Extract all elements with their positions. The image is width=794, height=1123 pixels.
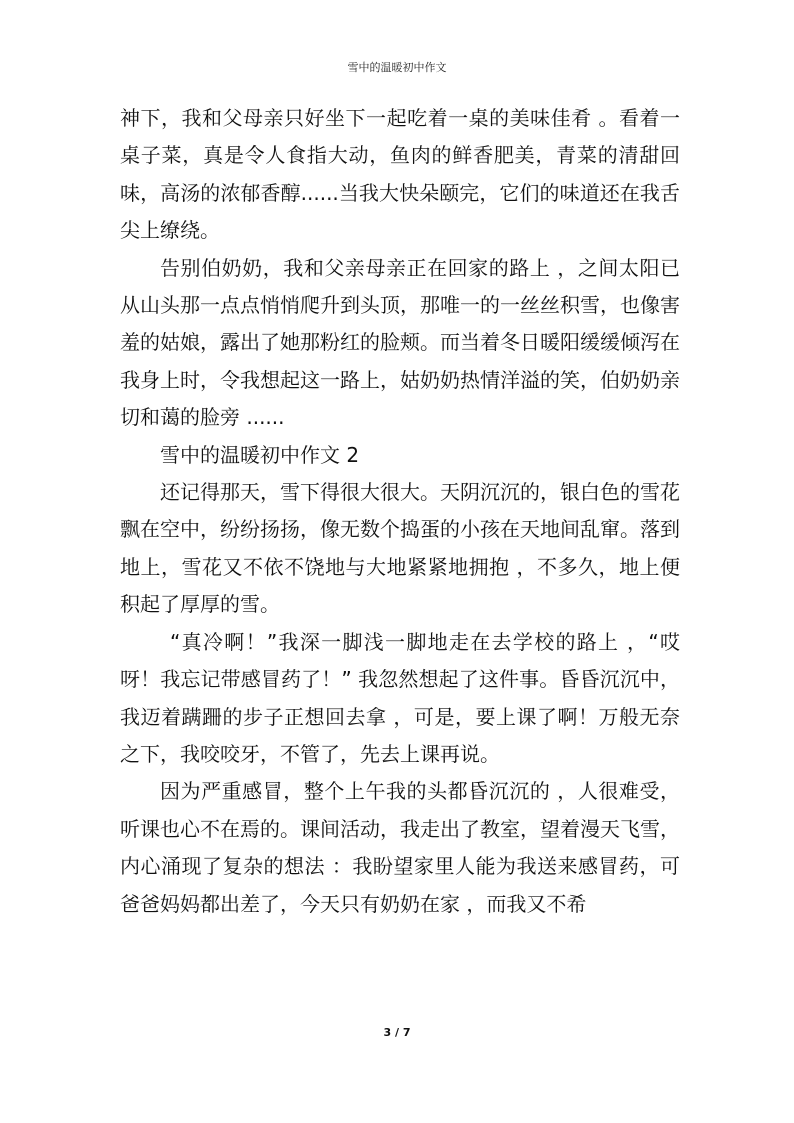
paragraph-continuation: 神下，我和父母亲只好坐下一起吃着一桌的美味佳肴 。看着一桌子菜，真是令人食指大动，鱼肉的鲜香肥美，青菜的清甜回味，高汤的浓郁香醇......当我大快朵颐完，它们的味道还在我舌尖上缭绕。 — [120, 106, 680, 243]
page-number: 3 / 7 — [383, 1026, 411, 1039]
paragraph-snow-day: 还记得那天，雪下得很大很大。天阴沉沉的，银白色的雪花飘在空中，纷纷扬扬，像无数个捣蛋的小孩在天地间乱窜。落到地上，雪花又不依不饶地与大地紧紧地拥抱 ，不多久，地上便积起了厚厚的雪。 — [120, 480, 680, 617]
paragraph-farewell: 告别伯奶奶，我和父亲母亲正在回家的路上 ，之间太阳已从山头那一点点悄悄爬升到头顶，那唯一的一丝丝积雪，也像害羞的姑娘，露出了她那粉红的脸颊。而当着冬日暖阳缓缓倾泻在我身上时，令我想起这一路上，姑奶奶热情洋溢的笑，伯奶奶亲切和蔼的脸旁 ...... — [120, 255, 680, 430]
document-body — [120, 100, 680, 923]
paragraph-cold-morning: 因为严重感冒，整个上午我的头都昏沉沉的 ，人很难受，听课也心不在焉的。课间活动，我走出了教室，望着漫天飞雪，内心涌现了复杂的想法 ：我盼望家里人能为我送来感冒药，可爸爸妈妈都出差了，今天只有奶奶在家 ，而我又不希 — [120, 779, 680, 916]
page-header: 雪中的温暖初中作文 — [347, 61, 447, 74]
paragraph-forgot-medicine: “真冷啊！”我深一脚浅一脚地走在去学校的路上 ，“哎呀！我忘记带感冒药了！” 我忽然想起了这件事。昏昏沉沉中，我迈着蹒跚的步子正想回去拿 ，可是，要上课了啊！万般无奈之下，我咬咬牙，不管了，先去上课再说。 — [120, 629, 680, 766]
essay-subtitle: 雪中的温暖初中作文 2 — [160, 442, 360, 467]
